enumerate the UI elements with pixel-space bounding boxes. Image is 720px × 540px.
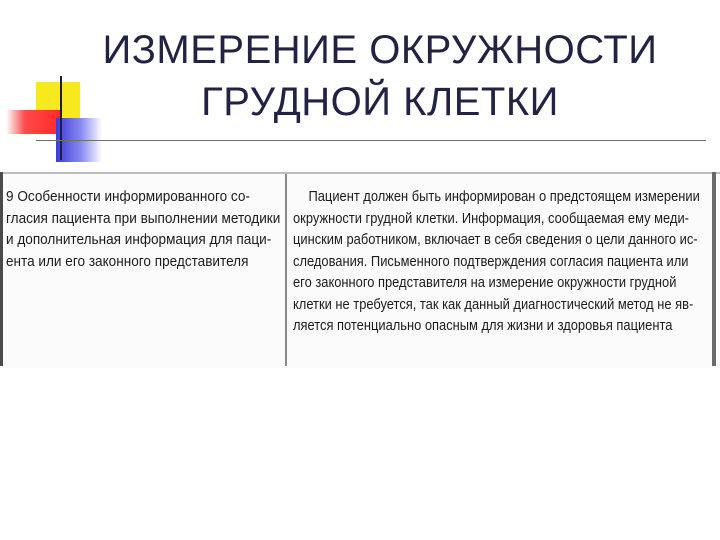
slide-title [100,24,660,128]
topic-line: 9 Особенности информированного со- [6,188,250,205]
description-line: следования. Письменного подтверждения согласия пациента или [293,252,689,270]
description-line: клетки не требуется, так как данный диагностический метод не яв- [293,295,694,313]
description-line: его законного представителя на измерение окружности грудной [293,274,677,291]
scan-right-edge [712,172,716,366]
topic-line: ента или его законного представителя [6,252,249,270]
description-line: ляется потенциально опасным для жизни и здоровья пациента [293,317,673,334]
table-cell-description [293,186,708,337]
decor-red-bar [6,110,60,134]
table-cell-topic [6,186,287,272]
slide-title-line-1: ИЗМЕРЕНИЕ ОКРУЖНОСТИ [102,28,658,72]
slide-title-line-2: ГРУДНОЙ КЛЕТКИ [201,80,559,124]
decor-vertical-line [60,76,62,160]
topic-line: гласия пациента при выполнении методики [6,209,281,227]
title-underline [36,140,706,141]
description-line: окружности грудной клетки. Информация, сообщаемая ему меди- [293,209,689,227]
topic-line: и дополнительная информация для паци- [6,231,272,248]
scan-left-edge [0,172,3,366]
description-line: цинским работником, включает в себя сведения о цели данного ис- [293,231,698,248]
description-line: Пациент должен быть информирован о предстоящем измерении [308,188,700,205]
